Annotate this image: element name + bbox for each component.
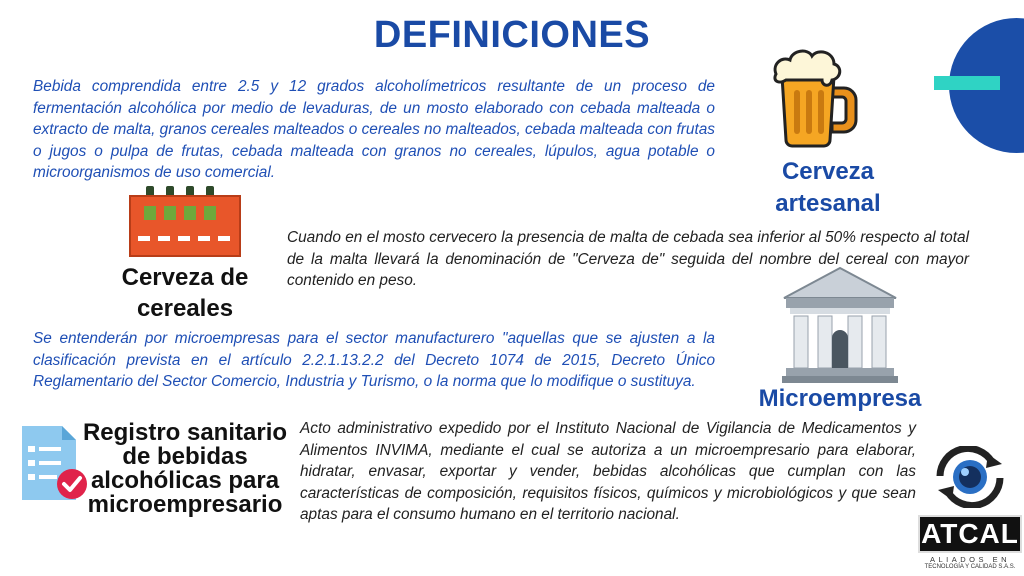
artesanal-term: Cerveza artesanal [775,158,881,217]
beer-mug-icon [770,40,860,150]
artesanal-definition: Bebida comprendida entre 2.5 y 12 grados alcoholímetricos resultante de un proceso de fermentación alcohólica por medio de levaduras, de un mosto elaborado con cebada malteada o extracto de malta, granos cereales malteados o cereales no malteados, cebada malteada con frutas o jugos o pulpa de frutas, cebada malteada con granos no cereales, lúpulos, agua potable o microorganismos de uso comercial. [33,78,715,181]
atcal-logo-text: ATCAL [918,515,1022,553]
cereales-term: Cerveza de cereales [121,264,249,322]
decorative-bar [934,76,1000,90]
cereales-definition: Cuando en el mosto cervecero la presencia de malta de cebada sea inferior al 50% respecto al total de la malta llevará la denominación de "Cerveza de" seguida del nombre del cereal con mayor contenido en peso. [287,229,969,289]
page-title: DEFINICIONES [373,14,651,56]
registro-definition: Acto administrativo expedido por el Instituto Nacional de Vigilancia de Medicamentos y Alimentos INVIMA, mediante el cual se autoriza a un microempresario para elaborar, hidratar, envasar, exportar y vender, bebidas alcohólicas que cumplan con las características de composición, requisitos físicos, químicos y microbiológicos y que sean aptas para el consumo humano en el territorio nacional. [300,420,916,523]
government-building-icon [780,266,900,384]
registro-term: Registro sanitario de bebidas alcohólicas para microempresario [82,419,288,518]
microempresa-term: Microempresa [758,385,922,412]
atcal-tagline-2: TECNOLOGÍA Y CALIDAD S.A.S. [924,564,1016,570]
microempresa-definition: Se entenderán por microempresas para el sector manufacturero "aquellas que se ajusten a la clasificación prevista en el artículo 2.2.1.13.2.2 del Decreto 1074 de 2015, Decreto Único Reglamentario del Sector Comercio, Industria y Turismo, o la norma que lo modifique o sustituya. [33,330,715,390]
atcal-tagline-1: ALIADOS EN [929,555,1010,564]
beer-crate-icon [128,184,242,258]
atcal-logo [918,446,1022,570]
